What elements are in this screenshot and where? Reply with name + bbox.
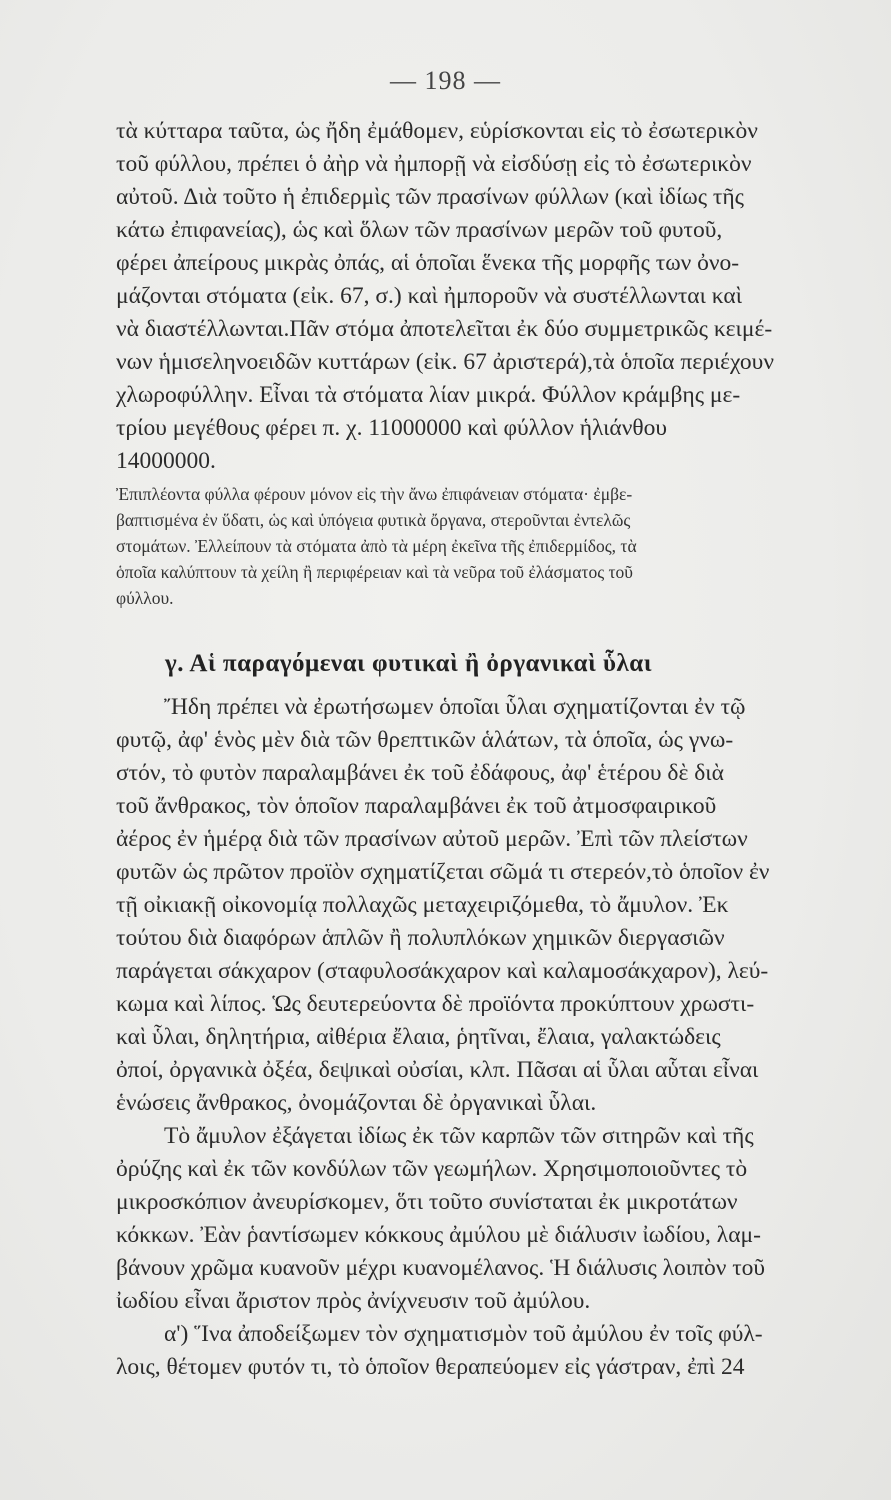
text-line: κόκκων. Ἐὰν ῥαντίσωμεν κόκκους ἀμύλου μὲ διάλυσιν ἰωδίου, λαμ- (116, 1222, 761, 1248)
text-line: τοῦ φύλλου, πρέπει ὁ ἀὴρ νὰ ἠμπορῇ νὰ εἰσδύσῃ εἰς τὸ ἐσωτερικὸν (116, 151, 752, 177)
text-line: αὐτοῦ. Διὰ τοῦτο ἡ ἐπιδερμὶς τῶν πρασίνων φύλλων (καὶ ἰδίως τῆς (116, 184, 744, 210)
text-line: παράγεται σάκχαρον (σταφυλοσάκχαρον καὶ καλαμοσάκχαρον), λεύ- (116, 958, 769, 984)
text-line: τρίου μεγέθους φέρει π. χ. 11000000 καὶ φύλλον ἡλιάνθου (116, 415, 667, 441)
text-line: ἰωδίου εἶναι ἄριστον πρὸς ἀνίχνευσιν τοῦ ἀμύλου. (116, 1288, 591, 1314)
text-line: ἑνώσεις ἄνθρακος, ὀνομάζονται δὲ ὀργανικαὶ ὗλαι. (116, 1090, 597, 1116)
text-line: καὶ ὗλαι, δηλητήρια, αἰθέρια ἔλαια, ῥητῖναι, ἔλαια, γαλακτώδεις (116, 1024, 721, 1050)
text-line: τούτου διὰ διαφόρων ἁπλῶν ἢ πολυπλόκων χημικῶν διεργασιῶν (116, 925, 725, 951)
text-line: βαπτισμένα ἐν ὕδατι, ὡς καὶ ὑπόγεια φυτικὰ ὄργανα, στεροῦνται ἐντελῶς (116, 510, 631, 530)
text-line: ὀποί, ὀργανικὰ ὀξέα, δεψικαὶ οὐσίαι, κλπ. Πᾶσαι αἱ ὗλαι αὗται εἶναι (116, 1057, 759, 1083)
text-line: φύλλου. (116, 588, 174, 608)
text-line: μάζονται στόματα (εἰκ. 67, σ.) καὶ ἠμποροῦν νὰ συστέλλωνται καὶ (116, 283, 743, 309)
text-line: βάνουν χρῶμα κυανοῦν μέχρι κυανομέλανος. Ἡ διάλυσις λοιπὸν τοῦ (116, 1255, 766, 1281)
text-line: Ἤδη πρέπει νὰ ἐρωτήσωμεν ὁποῖαι ὗλαι σχηματίζονται ἐν τῷ (164, 694, 746, 720)
text-line: νὰ διαστέλλωνται.Πᾶν στόμα ἀποτελεῖται ἐκ δύο συμμετρικῶς κειμέ- (116, 316, 773, 342)
text-line: τοῦ ἄνθρακος, τὸν ὁποῖον παραλαμβάνει ἐκ τοῦ ἀτμοσφαιρικοῦ (116, 793, 717, 819)
text-line: Τὸ ἄμυλον ἐξάγεται ἰδίως ἐκ τῶν καρπῶν τῶν σιτηρῶν καὶ τῆς (164, 1123, 754, 1149)
text-line: ἀέρος ἐν ἡμέρᾳ διὰ τῶν πρασίνων αὐτοῦ μερῶν. Ἐπὶ τῶν πλείστων (116, 826, 748, 852)
text-line: ὀρύζης καὶ ἐκ τῶν κονδύλων τῶν γεωμήλων. Χρησιμοποιοῦντες τὸ (116, 1156, 748, 1182)
text-line: ὁποῖα καλύπτουν τὰ χείλη ἢ περιφέρειαν καὶ τὰ νεῦρα τοῦ ἐλάσματος τοῦ (116, 562, 633, 582)
page-number: — 198 — (390, 66, 501, 95)
text-line: α') Ἵνα ἀποδείξωμεν τὸν σχηματισμὸν τοῦ ἀμύλου ἐν τοῖς φύλ- (164, 1321, 763, 1347)
text-line: στομάτων. Ἐλλείπουν τὰ στόματα ἀπὸ τὰ μέρη ἐκεῖνα τῆς ἐπιδερμίδος, τὰ (116, 536, 637, 556)
text-line: τὰ κύτταρα ταῦτα, ὡς ἤδη ἐμάθομεν, εὑρίσκονται εἰς τὸ ἐσωτερικὸν (116, 118, 758, 144)
section-heading: γ. Αἱ παραγόμεναι φυτικαὶ ἢ ὀργανικαὶ ὗλαι (165, 650, 652, 677)
text-line: τῇ οἰκιακῇ οἰκονομίᾳ πολλαχῶς μεταχειριζόμεθα, τὸ ἄμυλον. Ἐκ (116, 892, 729, 918)
text-line: νων ἡμισεληνοειδῶν κυττάρων (εἰκ. 67 ἀριστερά),τὰ ὁποῖα περιέχουν (116, 349, 774, 375)
text-line: χλωροφύλλην. Εἶναι τὰ στόματα λίαν μικρά. Φύλλον κράμβης με- (116, 382, 741, 408)
text-line: φυτῷ, ἀφ' ἑνὸς μὲν διὰ τῶν θρεπτικῶν ἁλάτων, τὰ ὁποῖα, ὡς γνω- (116, 727, 734, 753)
text-line: κάτω ἐπιφανείας), ὡς καὶ ὅλων τῶν πρασίνων μερῶν τοῦ φυτοῦ, (116, 217, 723, 243)
text-line: 14000000. (116, 448, 216, 474)
text-line: φέρει ἀπείρους μικρὰς ὀπάς, αἱ ὁποῖαι ἕνεκα τῆς μορφῆς των ὀνο- (116, 250, 740, 276)
text-line: φυτῶν ὡς πρῶτον προϊὸν σχηματίζεται σῶμά τι στερεόν,τὸ ὁποῖον ἐν (116, 859, 770, 885)
text-line: λοις, θέτομεν φυτόν τι, τὸ ὁποῖον θεραπεύομεν εἰς γάστραν, ἐπὶ 24 (116, 1354, 745, 1380)
text-line: κωμα καὶ λίπος. Ὡς δευτερεύοντα δὲ προϊόντα προκύπτουν χρωστι- (116, 991, 755, 1017)
text-line: Ἐπιπλέοντα φύλλα φέρουν μόνον εἰς τὴν ἄνω ἐπιφάνειαν στόματα· ἐμβε- (116, 484, 633, 504)
text-line: στόν, τὸ φυτὸν παραλαμβάνει ἐκ τοῦ ἐδάφους, ἀφ' ἑτέρου δὲ διὰ (116, 760, 724, 786)
text-line: μικροσκόπιον ἀνευρίσκομεν, ὅτι τοῦτο συνίσταται ἐκ μικροτάτων (116, 1189, 738, 1215)
